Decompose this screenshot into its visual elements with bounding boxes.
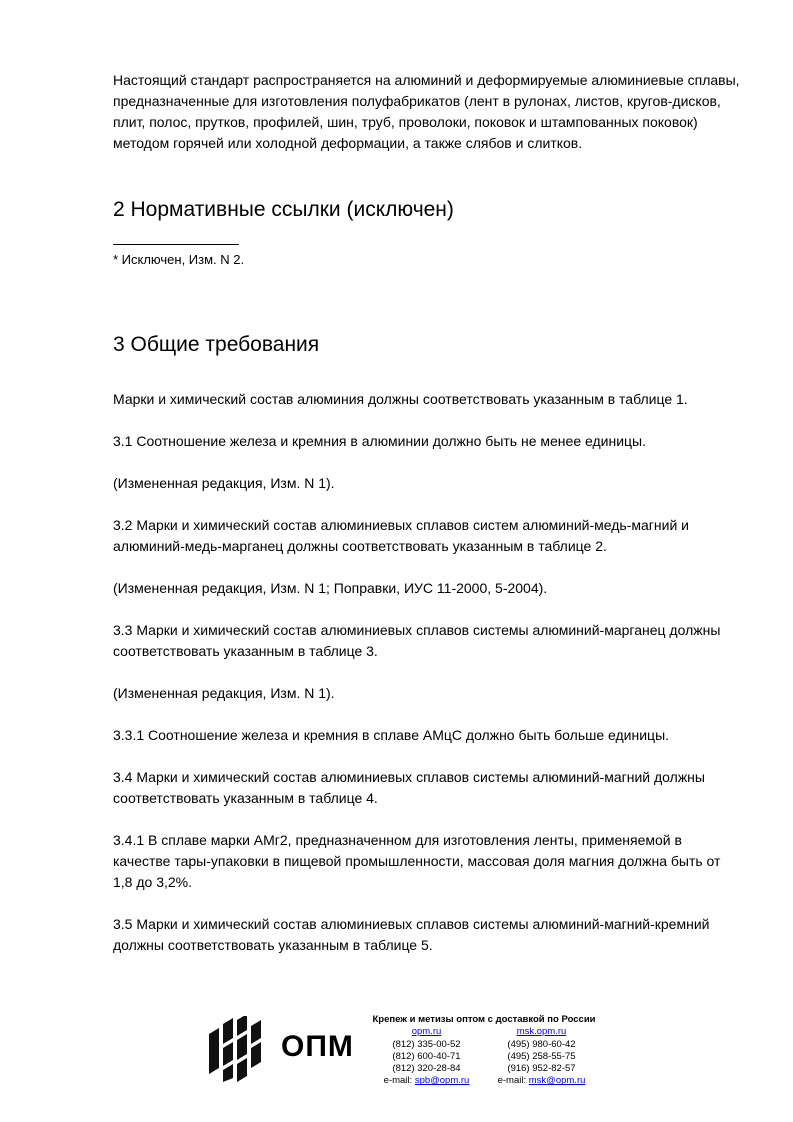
footnote: * Исключен, Изм. N 2. xyxy=(113,252,245,267)
paragraph: 3.4.1 В сплаве марки АМг2, предназначенном для изготовления ленты, применяемой в качестве тары-упаковки в пищевой промышленности, массовая доля магния должна быть от 1,8 до 3,2%. xyxy=(113,832,721,890)
paragraph: (Измененная редакция, Изм. N 1). xyxy=(113,685,335,701)
phone: (812) 320-28-84 xyxy=(392,1063,461,1075)
paragraph: (Измененная редакция, Изм. N 1). xyxy=(113,475,335,491)
tagline: Крепеж и метизы оптом с доставкой по России xyxy=(372,1014,596,1025)
paragraph: Марки и химический состав алюминия должны соответствовать указанным в таблице 1. xyxy=(113,391,688,407)
section-3-heading: 3 Общие требования xyxy=(113,333,320,356)
phone: (916) 952-82-57 xyxy=(507,1063,576,1075)
email-label: e-mail: xyxy=(383,1075,415,1087)
paragraph: 3.3.1 Соотношение железа и кремния в сплаве АМцС должно быть больше единицы. xyxy=(113,727,670,743)
paragraph: (Измененная редакция, Изм. N 1; Поправки, ИУС 11-2000, 5-2004). xyxy=(113,580,548,596)
phone: (495) 980-60-42 xyxy=(507,1038,576,1050)
paragraph: 3.3 Марки и химический состав алюминиевых сплавов системы алюминий-марганец должны соответствовать указанным в таблице 3. xyxy=(113,622,721,659)
contacts-block xyxy=(369,1014,599,1088)
paragraph: 3.1 Соотношение железа и кремния в алюминии должно быть не менее единицы. xyxy=(113,433,646,449)
document-body xyxy=(113,70,743,956)
email-link-msk[interactable]: msk@opm.ru xyxy=(528,1075,586,1087)
contacts-msk xyxy=(484,1026,599,1087)
opm-logo-icon xyxy=(205,1016,271,1082)
phone: (812) 600-40-71 xyxy=(392,1050,461,1062)
phone: (812) 335-00-52 xyxy=(392,1038,461,1050)
contacts-spb xyxy=(369,1026,484,1087)
paragraph: 3.5 Марки и химический состав алюминиевых сплавов системы алюминий-магний-кремний должны соответствовать указанным в таблице 5. xyxy=(113,916,710,953)
page-footer xyxy=(205,1014,605,1094)
footnote-rule xyxy=(113,244,239,245)
section-2-heading: 2 Нормативные ссылки (исключен) xyxy=(113,198,454,221)
intro-paragraph: Настоящий стандарт распространяется на алюминий и деформируемые алюминиевые сплавы, предназначенные для изготовления полуфабрикатов (лент в рулонах, листов, кругов-дисков, плит, полос, прутков, профилей, шин, труб, проволоки, поковок и штампованных поковок) методом горячей или холодной деформации, а также слябов и слитков. xyxy=(113,72,740,151)
paragraph: 3.2 Марки и химический состав алюминиевых сплавов систем алюминий-медь-магний и алюминий-медь-марганец должны соответствовать указанным в таблице 2. xyxy=(113,517,689,554)
brand-name: ОПМ xyxy=(281,1030,354,1063)
paragraph: 3.4 Марки и химический состав алюминиевых сплавов системы алюминий-магний должны соответствовать указанным в таблице 4. xyxy=(113,769,705,806)
email-label: e-mail: xyxy=(497,1075,529,1087)
phone: (495) 258-55-75 xyxy=(507,1050,576,1062)
site-link-spb[interactable]: opm.ru xyxy=(411,1026,442,1038)
site-link-msk[interactable]: msk.opm.ru xyxy=(516,1026,567,1038)
email-link-spb[interactable]: spb@opm.ru xyxy=(414,1075,470,1087)
